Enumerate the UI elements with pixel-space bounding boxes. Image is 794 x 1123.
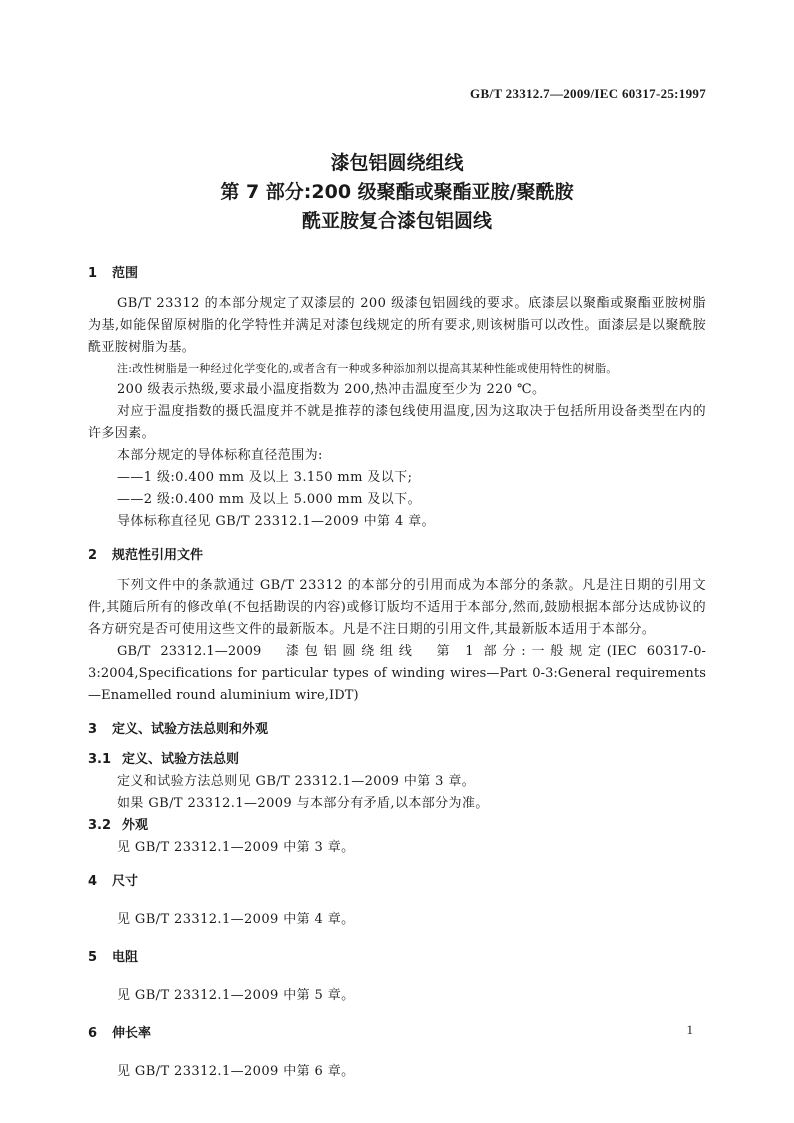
section-number: 3 [88,722,98,737]
paragraph: GB/T 23312 的本部分规定了双漆层的 200 级漆包铝圆线的要求。底漆层以聚酯或聚酯亚胺树脂为基,如能保留原树脂的化学特性并满足对漆包线规定的所有要求,则该树脂可以改性。面漆层是以聚酰胺酰亚胺树脂为基。 [88,296,706,355]
note: 注:改性树脂是一种经过化学变化的,或者含有一种或多种添加剂以提高其某种性能或使用特性的树脂。 [117,362,618,375]
section-heading [88,263,706,285]
normative-reference: GB/T 23312.1—2009 漆包铝圆绕组线 第 1 部分:一般规定(IEC 60317-0-3:2004,Specifications for particular types of winding wires—Part 0-3:General requirements—Enamelled round aluminium wire,IDT) [88,644,706,703]
section-title: 范围 [112,266,139,281]
section-heading [88,871,706,893]
paragraph: 如果 GB/T 23312.1—2009 与本部分有矛盾,以本部分为准。 [117,796,489,811]
subsection-number: 3.2 [88,818,112,833]
subsection-number: 3.1 [88,752,112,767]
section-title: 电阻 [112,950,139,965]
paragraph: 对应于温度指数的摄氏温度并不就是推荐的漆包线使用温度,因为这取决于包括所用设备类型在内的许多因素。 [88,404,706,441]
document-code: GB/T 23312.7—2009/IEC 60317-25:1997 [470,86,706,101]
section-title: 规范性引用文件 [112,548,204,563]
section-number: 2 [88,548,98,563]
title-line-2: 第 7 部分:200 级聚酯或聚酯亚胺/聚酰胺 [220,181,574,203]
section-number: 4 [88,874,98,889]
section-title: 尺寸 [112,874,139,889]
document-title [0,149,794,236]
list-item: ——2 级:0.400 mm 及以上 5.000 mm 及以下。 [117,492,421,507]
page-number: 1 [686,1022,693,1037]
paragraph: 200 级表示热级,要求最小温度指数为 200,热冲击温度至少为 220 ℃。 [117,382,546,397]
paragraph: 见 GB/T 23312.1—2009 中第 4 章。 [117,912,355,927]
section-heading [88,1023,706,1045]
paragraph: 导体标称直径见 GB/T 23312.1—2009 中第 4 章。 [117,514,435,529]
section-heading [88,947,706,969]
section-title: 定义、试验方法总则和外观 [112,722,269,737]
subsection-title: 定义、试验方法总则 [122,752,240,767]
paragraph: 本部分规定的导体标称直径范围为: [117,448,323,463]
paragraph: 定义和试验方法总则见 GB/T 23312.1—2009 中第 3 章。 [117,774,476,789]
document-body [88,263,706,1083]
section-heading [88,545,706,567]
title-line-1: 漆包铝圆绕组线 [330,152,464,174]
paragraph: 见 GB/T 23312.1—2009 中第 6 章。 [117,1064,355,1079]
subsection-heading [88,815,706,837]
section-number: 6 [88,1026,98,1041]
section-number: 5 [88,950,98,965]
list-item: ——1 级:0.400 mm 及以上 3.150 mm 及以下; [117,470,413,485]
subsection-title: 外观 [122,818,149,833]
title-line-3: 酰亚胺复合漆包铝圆线 [301,210,492,232]
paragraph: 下列文件中的条款通过 GB/T 23312 的本部分的引用而成为本部分的条款。凡是注日期的引用文件,其随后所有的修改单(不包括勘误的内容)或修订版均不适用于本部分,然而,鼓励根据本部分达成协议的各方研究是否可使用这些文件的最新版本。凡是不注日期的引用文件,其最新版本适用于本部分。 [88,578,706,637]
paragraph: 见 GB/T 23312.1—2009 中第 3 章。 [117,840,355,855]
section-heading [88,719,706,741]
subsection-heading [88,749,706,771]
section-number: 1 [88,266,98,281]
paragraph: 见 GB/T 23312.1—2009 中第 5 章。 [117,988,355,1003]
section-title: 伸长率 [112,1026,152,1041]
